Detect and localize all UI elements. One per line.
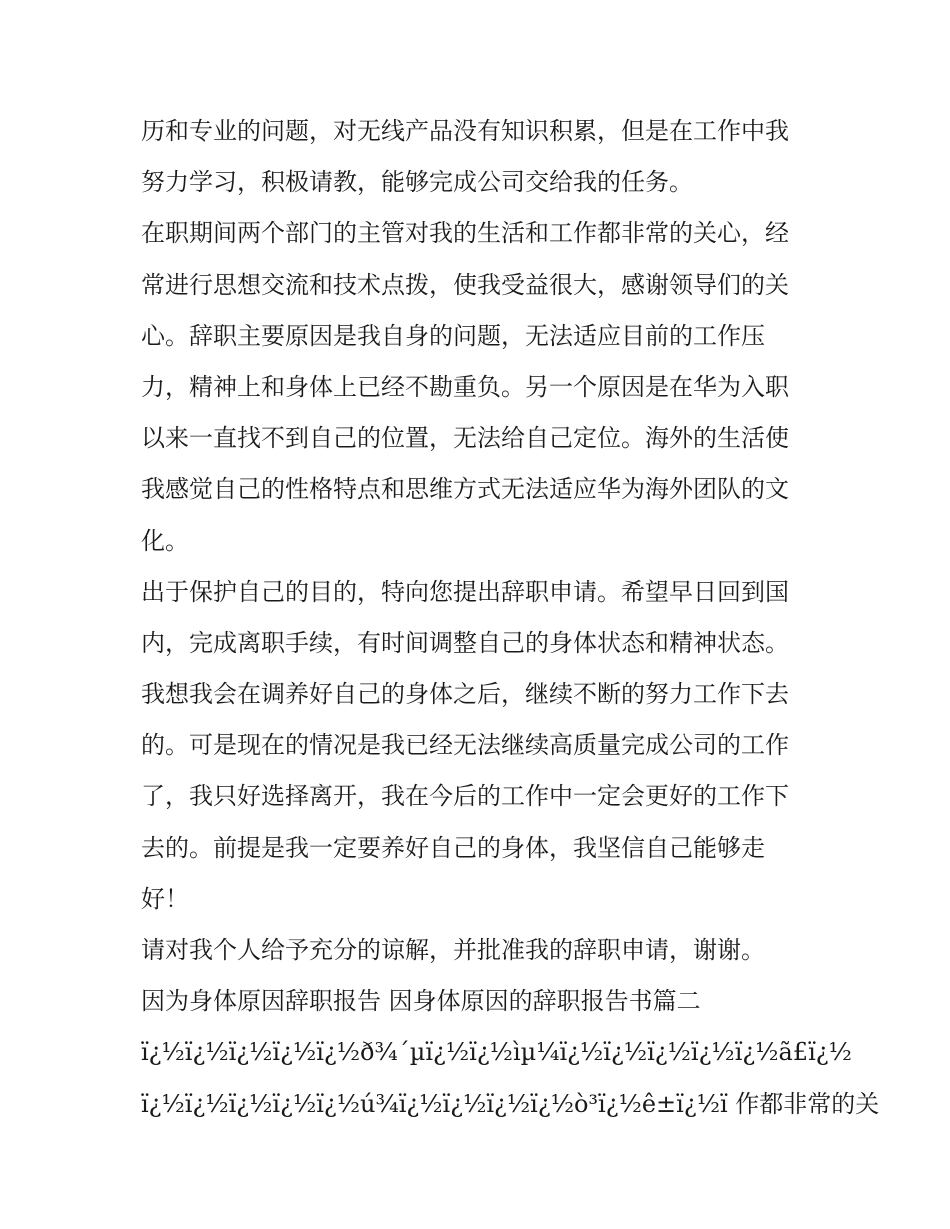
- text-line: 心。辞职主要原因是我自身的问题，无法适应目前的工作压: [141, 321, 765, 350]
- text-line: 请对我个人给予充分的谅解，并批准我的辞职申请，谢谢。: [141, 936, 765, 964]
- text-line: 历和专业的问题，对无线产品没有知识积累，但是在工作中我: [141, 117, 789, 145]
- garbled-text-line: ï¿½ï¿½ï¿½ï¿½ï¿½ú¾ï¿½ï¿½ï¿½ï¿½ò³ï¿½ê±ï¿½ï 作都非常的关: [141, 1089, 880, 1118]
- garbled-text-line: ï¿½ï¿½ï¿½ï¿½ï¿½ð¾´µï¿½ï¿½ìµ¼ï¿½ï¿½ï¿½ï¿½ï¿½ã£ï¿½: [141, 1038, 852, 1067]
- text-line: 我想我会在调养好自己的身体之后，继续不断的努力工作下去: [141, 680, 789, 709]
- body-text: [141, 106, 880, 1130]
- text-line: 常进行思想交流和技术点拨，使我受益很大，感谢领导们的关: [141, 270, 789, 299]
- text-line: 的。可是现在的情况是我已经无法继续高质量完成公司的工作: [141, 731, 789, 760]
- text-line: 化。: [141, 526, 189, 555]
- text-line: 去的。前提是我一定要养好自己的身体，我坚信自己能够走: [141, 833, 765, 862]
- text-line: 内，完成离职手续，有时间调整自己的身体状态和精神状态。: [141, 628, 789, 657]
- text-line: 我感觉自己的性格特点和思维方式无法适应华为海外团队的文: [141, 475, 789, 504]
- text-line: 好！: [141, 884, 189, 913]
- text-line: 力，精神上和身体上已经不勘重负。另一个原因是在华为入职: [141, 372, 789, 401]
- text-line: 在职期间两个部门的主管对我的生活和工作都非常的关心，经: [141, 219, 789, 248]
- text-line: 出于保护自己的目的，特向您提出辞职申请。希望早日回到国: [141, 577, 789, 606]
- text-line: 了，我只好选择离开，我在今后的工作中一定会更好的工作下: [141, 782, 789, 811]
- text-line: 努力学习，积极请教，能够完成公司交给我的任务。: [141, 168, 693, 197]
- section-heading: 因为身体原因辞职报告 因身体原因的辞职报告书篇二: [141, 987, 701, 1016]
- text-line: 以来一直找不到自己的位置，无法给自己定位。海外的生活使: [141, 424, 789, 453]
